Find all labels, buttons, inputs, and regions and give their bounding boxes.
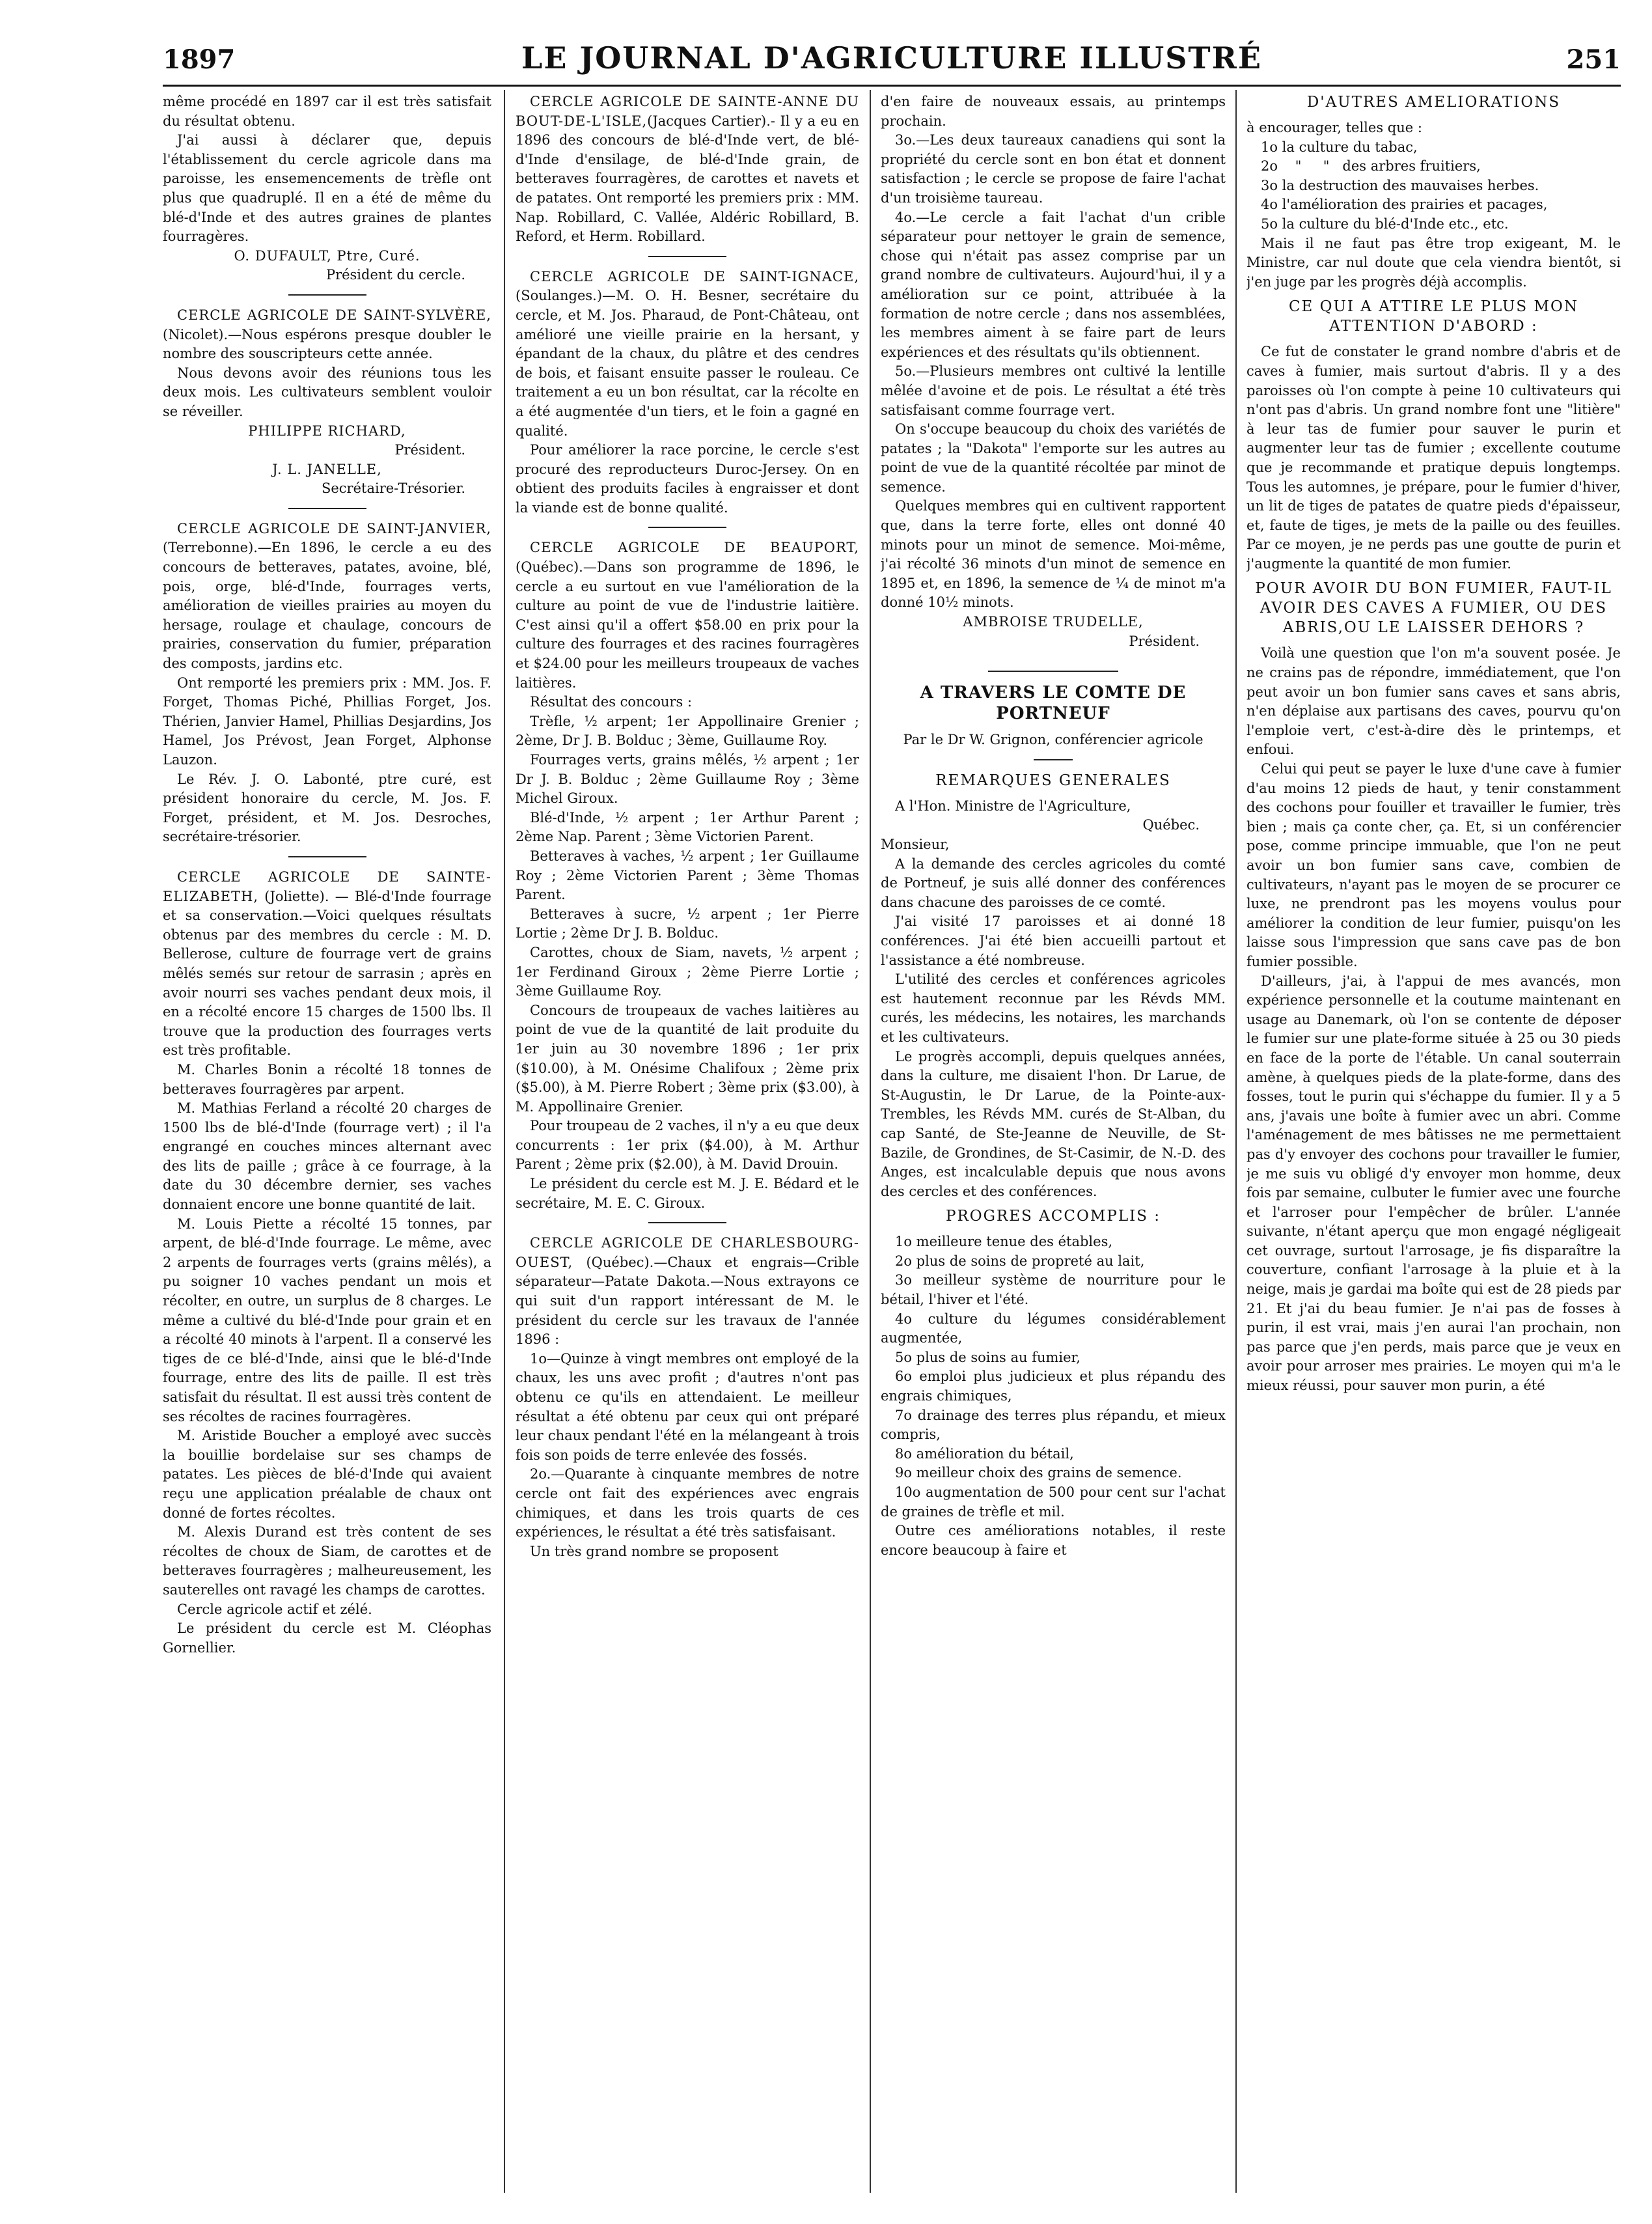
paragraph: (Soulanges.)—M. O. H. Besner, secrétaire du cercle, et M. Jos. Pharaud, de Pont-Château, ont amélioré une vieille prairie en la hersant, y épandant de la chaux, du plâtre et des cendres de bois, et faisant ensuite passer le rouleau. Ce traitement a eu un bon résultat, car la récolte en a été augmentée d'un tiers, et le foin a gagné en qualité. bbox=[516, 288, 859, 439]
paragraph: Betteraves à vaches, ½ arpent ; 1er Guillaume Roy ; 2ème Victorien Parent ; 3ème Thomas Parent. bbox=[516, 848, 859, 903]
paragraph: 5o.—Plusieurs membres ont cultivé la lentille mêlée d'avoine et de pois. Le résultat a été très satisfaisant comme fourrage vert. bbox=[881, 363, 1226, 418]
list-item: 10o augmentation de 500 pour cent sur l'achat de graines de trèfle et mil. bbox=[881, 1484, 1226, 1520]
paragraph: 1o—Quinze à vingt membres ont employé de la chaux, les uns avec profit ; d'autres n'ont pas obtenu ce qu'ils en attendaient. Le meilleur résultat a été obtenu par ceux qui ont préparé leur chaux pendant l'été en la mélangeant à trois fois son poids de terre enlevée des fossés. bbox=[516, 1350, 859, 1463]
paragraph: Concours de troupeaux de vaches laitières au point de vue de la quantité de lait produite du 1er juin au 30 novembre 1896 ; 1er prix ($10.00), à M. Onésime Chalifoux ; 2ème prix ($5.00), à M. Pierre Robert ; 3ème prix ($3.00), à M. Appollinaire Grenier. bbox=[516, 1002, 859, 1115]
column-4 bbox=[1246, 92, 1621, 2215]
column-divider bbox=[870, 90, 871, 2193]
page-header bbox=[163, 40, 1621, 79]
section-heading: CERCLE AGRICOLE DE SAINT-JANVIER, bbox=[177, 520, 491, 536]
section-separator bbox=[648, 527, 726, 528]
paragraph: D'ailleurs, j'ai, à l'appui de mes avancés, mon expérience personnelle et la coutume maintenant en usage au Danemark, où l'on se contente de déposer le fumier sur une plate-forme située à 25 ou 30 pieds en face de la porte de l'étable. Un canal souterrain amène, à quelques pieds de la plate-forme, dans des fosses, tout le purin qui s'échappe du fumier. Il y a 5 ans, j'avais une boîte à fumier avec un abri. Comme l'aménagement de mes bâtisses ne me permettaient pas d'y envoyer des cochons pour travailler le fumier, je me suis vu obligé d'y envoyer mon homme, deux fois par semaine, culbuter le fumier avec une fourche et l'arroser pour l'empêcher de brûler. L'année suivante, n'étant aperçu que mon engagé négligeait cet ouvrage, surtout l'arrosage, je fis disparaître la couverture, confiant l'arrosage à la pluie et à la neige, mais je gardai ma boîte qui est de 28 pieds par 21. Et j'ai du beau fumier. Je n'ai pas de fosses à purin, il est vrai, mais j'en aurai l'an prochain, non pas parce que j'en perds, mais parce que je veux en avoir pour arroser mes prairies. Le moyen qui m'a le mieux réussi, pour sauver mon purin, a été bbox=[1246, 973, 1621, 1394]
journal-title: LE JOURNAL D'AGRICULTURE ILLUSTRÉ bbox=[521, 40, 1262, 76]
section-heading: CERCLE AGRICOLE DE CHARLESBOURG-OUEST, bbox=[516, 1235, 859, 1270]
paragraph: 4o.—Le cercle a fait l'achat d'un crible séparateur pour nettoyer le grain de semence, chose qui n'était pas assez comprise par un grand nombre de cultivateurs. Aujourd'hui, il y a amélioration sur ce point, attribuée à la formation de notre cercle ; dans nos assemblées, les membres aiment à se faire part de leurs expériences et des résultats qu'ils obtiennent. bbox=[881, 209, 1226, 360]
section-subheading: D'AUTRES AMELIORATIONS bbox=[1306, 94, 1561, 111]
salutation-city: Québec. bbox=[1142, 817, 1200, 833]
list-item: 4o l'amélioration des prairies et pacages, bbox=[1261, 197, 1548, 213]
list-item: 7o drainage des terres plus répandu, et mieux compris, bbox=[881, 1407, 1226, 1443]
column-divider bbox=[504, 90, 505, 2193]
paragraph: On s'occupe beaucoup du choix des variétés de patates ; la "Dakota" l'emporte sur les autres au point de vue de la quantité récoltée par minot de semence. bbox=[881, 421, 1226, 495]
paragraph: Le Rév. J. O. Labonté, ptre curé, est président honoraire du cercle, M. Jos. F. Forget, président, et M. Jos. Desroches, secrétaire-trésorier. bbox=[163, 771, 491, 845]
paragraph: Fourrages verts, grains mêlés, ½ arpent ; 1er Dr J. B. Bolduc ; 2ème Guillaume Roy ; 3ème Michel Giroux. bbox=[516, 752, 859, 807]
paragraph: Le président du cercle est M. Cléophas Gornellier. bbox=[163, 1620, 491, 1656]
signature-name: J. L. JANELLE, bbox=[272, 461, 382, 477]
section-subheading: CE QUI A ATTIRE LE PLUS MON ATTENTION D'ABORD : bbox=[1288, 298, 1579, 335]
signature-name: O. DUFAULT, Ptre, Curé. bbox=[234, 247, 420, 264]
section-heading: CERCLE AGRICOLE DE BEAUPORT, bbox=[530, 540, 859, 556]
paragraph: J'ai aussi à déclarer que, depuis l'établissement du cercle agricole dans ma paroisse, les ensemencements de trèfle ont plus que quadruplé. Il en a été de même du blé-d'Inde et des autres graines de plantes fourragères. bbox=[163, 132, 491, 245]
paragraph: (Québec).—Chaux et engrais—Crible séparateur—Patate Dakota.—Nous extrayons ce qui suit d'un rapport intéressant de M. le président du cercle sur les travaux de l'année 1896 : bbox=[516, 1254, 859, 1348]
list-item: 8o amélioration du bétail, bbox=[895, 1445, 1074, 1462]
salutation-greeting: Monsieur, bbox=[881, 837, 950, 852]
paragraph: même procédé en 1897 car il est très satisfait du résultat obtenu. bbox=[163, 94, 491, 129]
section-separator bbox=[288, 508, 366, 509]
paragraph: Blé-d'Inde, ½ arpent ; 1er Arthur Parent ; 2ème Nap. Parent ; 3ème Victorien Parent. bbox=[516, 809, 859, 845]
paragraph: (Terrebonne).—En 1896, le cercle a eu des concours de betteraves, patates, avoine, blé, pois, orge, blé-d'Inde, fourrages verts, amélioration de vieilles prairies au moyen du hersage, roulage et chaulage, concours de prairies, conservation du fumier, préparation des composts, jardins etc. bbox=[163, 540, 491, 672]
paragraph: Pour améliorer la race porcine, le cercle s'est procuré des reproducteurs Duroc-Jersey. On en obtient des produits faciles à engraisser et dont la viande est de bonne qualité. bbox=[516, 442, 859, 516]
paragraph: (Jacques Cartier).- Il y a eu en 1896 des concours de blé-d'Inde vert, de blé-d'Inde d'ensilage, de blé-d'Inde grain, de betteraves fourragères, de carottes et navets et de patates. Ont remporté les premiers prix : MM. Nap. Robillard, C. Vallée, Aldéric Robillard, B. Reford, et Herm. Robillard. bbox=[516, 113, 859, 245]
paragraph: M. Aristide Boucher a employé avec succès la bouillie bordelaise sur ses champs de patates. Les pièces de blé-d'Inde qui avaient reçu une application préalable de chaux ont donné de fortes récoltes. bbox=[163, 1428, 491, 1521]
paragraph: M. Mathias Ferland a récolté 20 charges de 1500 lbs de blé-d'Inde (fourrage vert) ; il l'a engrangé en couches minces alternant avec des lits de paille ; grâce à ce fourrage, à la date du 30 décembre dernier, ses vaches donnaient encore une bonne quantité de lait. bbox=[163, 1100, 491, 1213]
list-item: 3o meilleur système de nourriture pour le bétail, l'hiver et l'été. bbox=[881, 1272, 1226, 1308]
paragraph: Outre ces améliorations notables, il reste encore beaucoup à faire et bbox=[881, 1523, 1226, 1558]
article-byline: Par le Dr W. Grignon, conférencier agricole bbox=[903, 732, 1204, 748]
section-separator bbox=[648, 256, 726, 257]
signature-title: Secrétaire-Trésorier. bbox=[321, 480, 465, 497]
section-subheading: REMARQUES GENERALES bbox=[935, 771, 1171, 789]
section-separator bbox=[1034, 759, 1073, 760]
section-heading: CERCLE AGRICOLE DE SAINT-IGNACE, bbox=[530, 268, 859, 285]
signature-title: Président. bbox=[1129, 633, 1200, 649]
paragraph: (Nicolet).—Nous espérons presque doubler le nombre des souscripteurs cette année. bbox=[163, 326, 491, 362]
list-item: 2o " " des arbres fruitiers, bbox=[1261, 158, 1481, 174]
article-title: A TRAVERS LE COMTE DE PORTNEUF bbox=[920, 683, 1187, 724]
column-2 bbox=[516, 92, 859, 2215]
paragraph: Pour troupeau de 2 vaches, il n'y a eu que deux concurrents : 1er prix ($4.00), à M. Arthur Parent ; 2ème prix ($2.00), à M. David Drouin. bbox=[516, 1118, 859, 1173]
paragraph: 2o.—Quarante à cinquante membres de notre cercle ont fait des expériences avec engrais chimiques, et dans les trois quarts de ces expériences, le résultat a été très satisfaisant. bbox=[516, 1466, 859, 1540]
paragraph: (Québec).—Dans son programme de 1896, le cercle a eu surtout en vue l'amélioration de la culture au point de vue de l'industrie laitière. C'est ainsi qu'il a offert $58.00 en prix pour la culture des fourrages et des racines fourragères et $24.00 pour les meilleurs troupeaux de vaches laitières. bbox=[516, 559, 859, 691]
paragraph: Cercle agricole actif et zélé. bbox=[177, 1601, 372, 1617]
salutation: A l'Hon. Ministre de l'Agriculture, bbox=[895, 798, 1131, 814]
list-item: 1o la culture du tabac, bbox=[1261, 139, 1418, 155]
paragraph: Nous devons avoir des réunions tous les deux mois. Les cultivateurs semblent vouloir se réveiller. bbox=[163, 365, 491, 419]
list-item: 3o la destruction des mauvaises herbes. bbox=[1261, 177, 1539, 193]
paragraph: M. Louis Piette a récolté 15 tonnes, par arpent, de blé-d'Inde fourrage. Le même, avec 2 arpents de fourrages verts (grains mêlés), a pu soigner 10 vaches pendant un mois et récolter, en outre, un surplus de 8 charges. Le même a cultivé du blé-d'Inde pour grain et en a récolté 40 minots à l'arpent. Il a conservé les tiges de ce blé-d'Inde, ainsi que le blé-d'Inde fourrage, entre des lits de paille. Il est très satisfait du résultat. Il est aussi très content de ses récoltes de racines fourragères. bbox=[163, 1216, 491, 1425]
signature-title: Président. bbox=[394, 442, 465, 458]
list-item: 6o emploi plus judicieux et plus répandu des engrais chimiques, bbox=[881, 1369, 1226, 1404]
paragraph: Ce fut de constater le grand nombre d'abris et de caves à fumier, mais surtout d'abris. Il y a des paroisses où l'on compte à peine 10 cultivateurs qui n'ont pas d'abris. Un grand nombre font une "litière" à leur tas de fumier pour sauver le purin et augmenter leur tas de fumier ; excellente coutume que je recommande et pratique depuis longtemps. Tous les automnes, je prépare, pour le fumier d'hiver, un lit de tiges de patates de quatre pieds d'épaisseur, et, faute de tiges, je mets de la paille ou des feuilles. Par ce moyen, je ne perds pas une goutte de purin et j'augmente la quantité de mon fumier. bbox=[1246, 344, 1621, 572]
paragraph: Celui qui peut se payer le luxe d'une cave à fumier d'au moins 12 pieds de haut, y tenir constamment des cochons pour fouiller et travailler le fumier, très bien ; mais ça conte cher, ça. Et, si un conférencier pose, comme principe immuable, que l'on ne peut avoir un bon fumier sans cave, combien de cultivateurs, n'ayant pas le moyen de se procurer ce luxe, ne prendront pas les moyens voulus pour améliorer la condition de leur fumier, puisqu'on les laisse sous l'impression que sans cave pas de bon fumier possible. bbox=[1246, 761, 1621, 969]
list-item: 4o culture du légumes considérablement augmentée, bbox=[881, 1311, 1226, 1346]
paragraph: A la demande des cercles agricoles du comté de Portneuf, je suis allé donner des conférences dans chacune des paroisses de ce comté. bbox=[881, 855, 1226, 910]
list-item: 1o meilleure tenue des étables, bbox=[895, 1234, 1113, 1250]
paragraph: Betteraves à sucre, ½ arpent ; 1er Pierre Lortie ; 2ème Dr J. B. Bolduc. bbox=[516, 906, 859, 941]
signature-title: Président du cercle. bbox=[325, 267, 465, 283]
paragraph: Résultat des concours : bbox=[530, 694, 693, 710]
list-item: 2o plus de soins de propreté au lait, bbox=[895, 1253, 1145, 1269]
section-subheading: PROGRES ACCOMPLIS : bbox=[945, 1208, 1161, 1225]
header-year: 1897 bbox=[163, 44, 236, 75]
section-subheading: POUR AVOIR DU BON FUMIER, FAUT-IL AVOIR DES CAVES A FUMIER, OU DES ABRIS,OU LE LAISSER DEHORS ? bbox=[1255, 580, 1612, 637]
section-heading: CERCLE AGRICOLE DE SAINTE-ANNE DU BOUT-DE-L'ISLE, bbox=[516, 94, 859, 129]
section-separator bbox=[648, 1222, 726, 1223]
section-heading: CERCLE AGRICOLE DE SAINTE-ELIZABETH, bbox=[163, 869, 491, 904]
paragraph: M. Alexis Durand est très content de ses récoltes de choux de Siam, de carottes et de betteraves fourragères ; malheureusement, les sauterelles ont ravagé les champs de carottes. bbox=[163, 1524, 491, 1598]
paragraph: Ont remporté les premiers prix : MM. Jos. F. Forget, Thomas Piché, Phillias Forget, Jos. Thérien, Janvier Hamel, Phillias Desjardins, Jos Hamel, Jos Prévost, Jean Forget, Alphonse Lauzon. bbox=[163, 674, 491, 768]
list-item: 5o la culture du blé-d'Inde etc., etc. bbox=[1261, 215, 1509, 232]
paragraph: (Joliette). — Blé-d'Inde fourrage et sa conservation.—Voici quelques résultats obtenus par des membres du cercle : M. D. Bellerose, culture de fourrage vert de grains mêlés semés sur retour de sarrasin ; après en avoir nourri ses vaches pendant deux mois, il en a récolté encore 15 charges de 1500 lbs. Il trouve que la production des fourrages verts est très profitable. bbox=[163, 888, 491, 1059]
list-item: 5o plus de soins au fumier, bbox=[895, 1349, 1081, 1365]
paragraph: d'en faire de nouveaux essais, au printemps prochain. bbox=[881, 94, 1226, 129]
column-1 bbox=[163, 92, 491, 2215]
paragraph: 3o.—Les deux taureaux canadiens qui sont la propriété du cercle sont en bon état et donnent satisfaction ; le cercle se propose de faire l'achat d'un troisième taureau. bbox=[881, 132, 1226, 206]
paragraph: Le progrès accompli, depuis quelques années, dans la culture, me disaient l'hon. Dr Larue, de St-Augustin, le Dr Larue, de la Pointe-aux-Trembles, les Révds MM. curés de St-Alban, du cap Santé, de Ste-Jeanne de Neuville, de St-Bazile, de Grondines, de St-Casimir, de N.-D. des Anges, est incalculable depuis que nous avons des cercles et des conférences. bbox=[881, 1048, 1226, 1199]
section-separator bbox=[288, 294, 366, 296]
paragraph: Voilà une question que l'on m'a souvent posée. Je ne crains pas de répondre, immédiatement, que l'on peut avoir un bon fumier sans caves et sans abris, n'en déplaise aux partisans des caves, pourvu qu'on l'emploie vert, c'est-à-dire dès le printemps, et enfoui. bbox=[1246, 645, 1621, 758]
section-heading: CERCLE AGRICOLE DE SAINT-SYLVÈRE, bbox=[177, 307, 491, 323]
paragraph: M. Charles Bonin a récolté 18 tonnes de betteraves fourragères par arpent. bbox=[163, 1061, 491, 1097]
column-divider bbox=[1235, 90, 1237, 2193]
column-3 bbox=[881, 92, 1226, 2215]
paragraph: J'ai visité 17 paroisses et ai donné 18 conférences. J'ai été bien accueilli partout et l'assistance a été nombreuse. bbox=[881, 913, 1226, 968]
paragraph: Mais il ne faut pas être trop exigeant, M. le Ministre, car nul doute que cela viendra bientôt, si j'en juge par les progrès déjà accomplis. bbox=[1246, 235, 1621, 290]
paragraph: Carottes, choux de Siam, navets, ½ arpent ; 1er Ferdinand Giroux ; 2ème Pierre Lortie ; 3ème Guillaume Roy. bbox=[516, 944, 859, 999]
paragraph: Quelques membres qui en cultivent rapportent que, dans la terre forte, elles ont donné 40 minots pour un minot de semence. Moi-même, j'ai récolté 36 minots d'un minot de semence en 1895 et, en 1896, la semence de ¼ de minot m'a donné 10½ minots. bbox=[881, 498, 1226, 611]
signature-name: AMBROISE TRUDELLE, bbox=[963, 614, 1144, 630]
paragraph: Un très grand nombre se proposent bbox=[530, 1543, 778, 1559]
signature-name: PHILIPPE RICHARD, bbox=[248, 423, 406, 439]
section-separator bbox=[288, 856, 366, 857]
paragraph: L'utilité des cercles et conférences agricoles est hautement reconnue par les Révds MM. curés, les médecins, les notaires, les marchands et les cultivateurs. bbox=[881, 971, 1226, 1045]
paragraph: Le président du cercle est M. J. E. Bédard et le secrétaire, M. E. C. Giroux. bbox=[516, 1176, 859, 1211]
paragraph: Trèfle, ½ arpent; 1er Appollinaire Grenier ; 2ème, Dr J. B. Bolduc ; 3ème, Guillaume Roy. bbox=[516, 713, 859, 749]
header-rule bbox=[163, 85, 1621, 87]
paragraph: à encourager, telles que : bbox=[1246, 120, 1422, 135]
list-item: 9o meilleur choix des grains de semence. bbox=[895, 1465, 1182, 1481]
section-separator bbox=[988, 671, 1118, 672]
page-number: 251 bbox=[1566, 44, 1621, 75]
